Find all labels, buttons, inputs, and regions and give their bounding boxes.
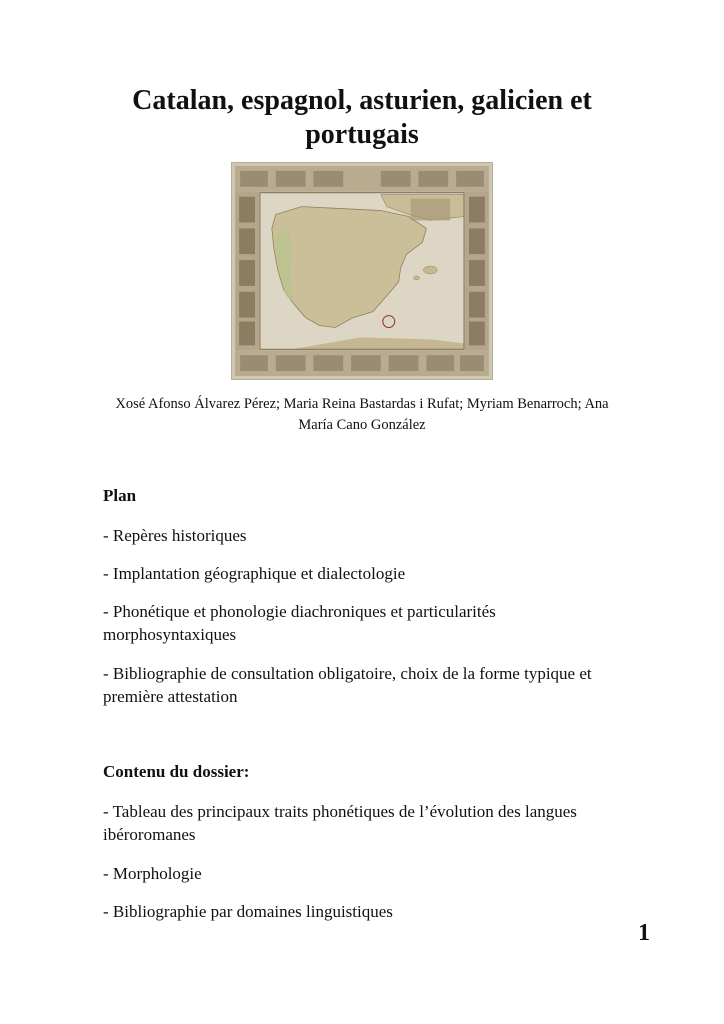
contents-item: - Tableau des principaux traits phonétiques de l’évolution des langues ibéroromanes bbox=[103, 802, 577, 844]
plan-item: - Repères historiques bbox=[103, 526, 247, 545]
author-list: Xosé Afonso Álvarez Pérez; Maria Reina Bastardas i Rufat; Myriam Benarroch; Ana María Cano González bbox=[115, 396, 609, 433]
contents-item: - Bibliographie par domaines linguistiques bbox=[103, 902, 393, 921]
contents-heading: Contenu du dossier: bbox=[103, 762, 250, 781]
antique-map-illustration bbox=[232, 163, 492, 379]
iberia-map-image bbox=[231, 162, 493, 380]
plan-heading: Plan bbox=[103, 486, 137, 505]
plan-item: - Implantation géographique et dialectologie bbox=[103, 564, 406, 583]
contents-item: - Morphologie bbox=[103, 864, 202, 883]
plan-item: - Bibliographie de consultation obligatoire, choix de la forme typique et première attestation bbox=[103, 664, 592, 706]
page-number: 1 bbox=[638, 920, 650, 946]
plan-item: - Phonétique et phonologie diachroniques et particularités morphosyntaxiques bbox=[103, 602, 496, 644]
document-title: Catalan, espagnol, asturien, galicien et portugais bbox=[132, 85, 592, 150]
